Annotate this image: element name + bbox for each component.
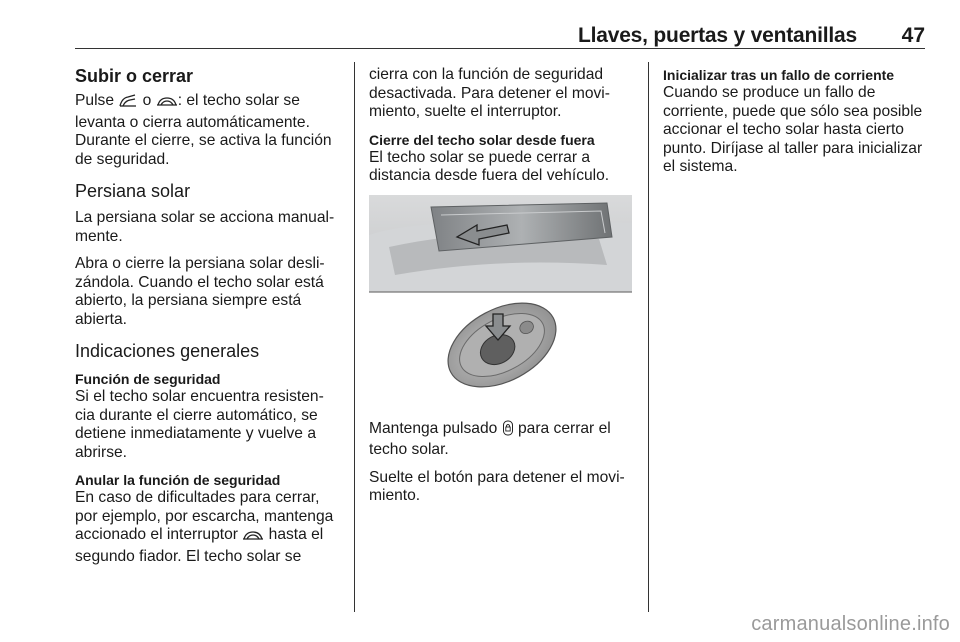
page-header [75,22,925,49]
paragraph: Mantenga pulsado para cerrar el techo solar. [369,419,611,458]
paragraph: El techo solar se puede cerrar a distancia desde fuera del vehículo. [369,148,610,184]
key-lock-icon [502,420,514,442]
paragraph: Suelte el botón para detener el movi-miento. [369,468,625,504]
paragraph: Abra o cierre la persiana solar desli-zándola. Cuando el techo solar está abierto, la persiana siempre está abierta. [75,255,325,328]
subheading-close-from-outside: Cierre del techo solar desde fuera [369,131,595,148]
paragraph: En caso de dificultades para cerrar, por ejemplo, por escarcha, mantenga accionado el interruptor hasta el segundo fiador. El techo solar se [75,489,334,565]
section-general-notes: Indicaciones generales [75,341,260,361]
paragraph: Cuando se produce un fallo de corriente, puede que sólo sea posible accionar el techo solar hasta cierto punto. Diríjase al taller para inicializar el sistema. [663,84,923,175]
subheading-safety-function: Función de seguridad [75,371,221,387]
paragraph: cierra con la función de seguridad desactivada. Para detener el movi-miento, suelte el interruptor. [369,66,610,120]
sunroof-remote-illustration [369,195,632,409]
column-divider [354,62,355,612]
chapter-title: Llaves, puertas y ventanillas [577,24,857,47]
column-divider [648,62,649,612]
sunroof-open-icon [118,94,138,114]
section-sunshade: Persiana solar [75,181,191,201]
column-2 [369,62,632,515]
page-number: 47 [901,24,925,47]
column-3 [663,62,928,186]
subheading-initialize-after-power-failure: Inicializar tras un fallo de corriente [663,67,895,83]
subheading-override-safety: Anular la función de seguridad [75,472,281,488]
heading-raise-close: Subir o cerrar [75,66,194,86]
sunroof-close-icon [242,528,264,548]
paragraph: Pulse o : el techo solar se levanta o cierra automáticamente. Durante el cierre, se activa la función de seguridad. [75,92,332,168]
paragraph: La persiana solar se acciona manual-mente. [75,209,335,245]
column-1 [75,62,343,575]
paragraph: Si el techo solar encuentra resisten-cia durante el cierre automático, se detiene inmediatamente y vuelve a abrirse. [75,388,324,461]
sunroof-close-icon [156,94,178,114]
site-watermark: carmanualsonline.info [751,613,950,635]
